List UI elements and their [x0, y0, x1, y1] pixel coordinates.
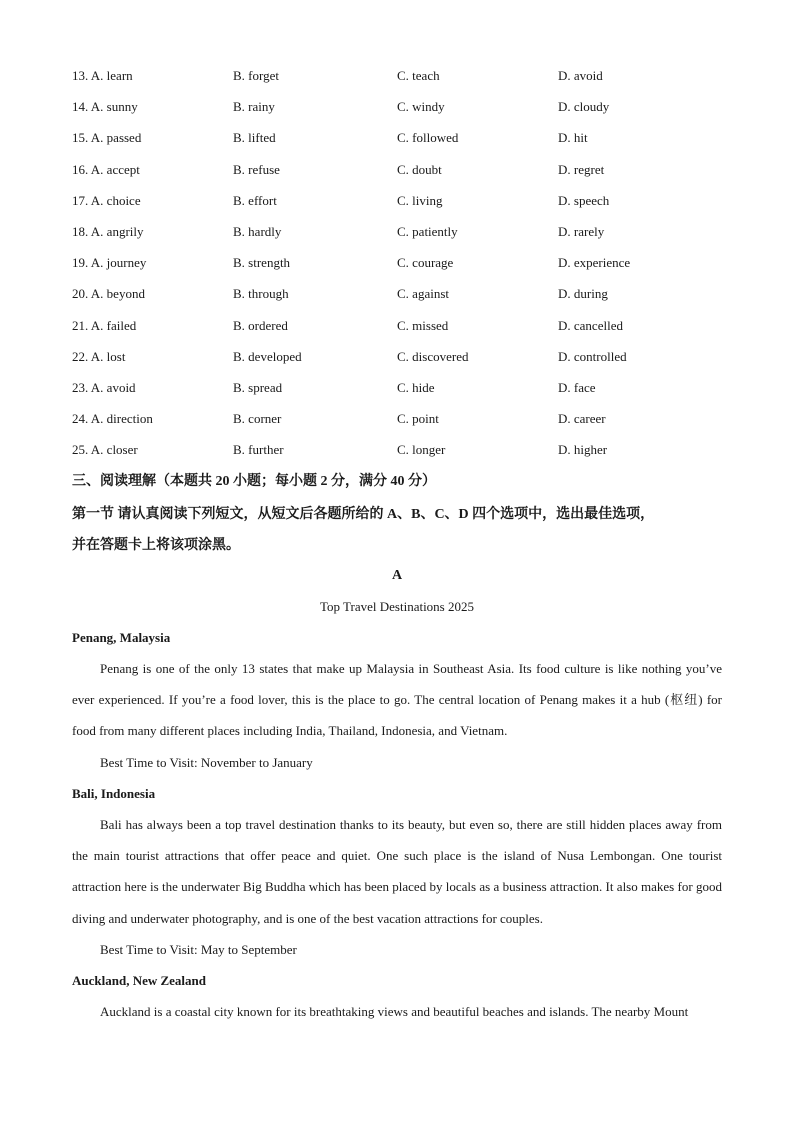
- option-d: D. controlled: [558, 348, 627, 364]
- question-row: [72, 222, 732, 242]
- option-word: learn: [106, 68, 133, 83]
- question-row: [72, 191, 732, 211]
- option-b: B. refuse: [233, 161, 280, 177]
- question-row: [72, 128, 732, 148]
- option-word: strength: [248, 255, 291, 271]
- option-word: patiently: [412, 224, 458, 239]
- option-word: followed: [412, 130, 459, 146]
- option-d: D. speech: [558, 192, 610, 208]
- option-word: sunny: [106, 99, 138, 115]
- question-row: [72, 409, 732, 429]
- option-c: C. hide: [397, 380, 435, 395]
- option-a: [72, 316, 136, 336]
- option-word: spread: [248, 380, 283, 395]
- option-b: B. through: [233, 286, 289, 302]
- question-row: [72, 97, 732, 117]
- option-d: D. cancelled: [558, 317, 623, 333]
- option-word: point: [412, 411, 439, 427]
- option-d: D. hit: [558, 130, 588, 146]
- option-word: face: [573, 380, 596, 395]
- question-number: 19. A.: [72, 255, 104, 271]
- option-word: hide: [412, 380, 435, 395]
- option-b: B. forget: [233, 68, 279, 83]
- question-number: 22. A.: [72, 348, 104, 364]
- option-a: [72, 97, 138, 117]
- option-c: C. windy: [397, 99, 445, 115]
- question-number: 20. A.: [72, 286, 104, 302]
- option-word: during: [573, 286, 608, 302]
- option-word: hardly: [248, 224, 282, 239]
- question-number: 24. A.: [72, 411, 104, 427]
- option-word: courage: [412, 255, 454, 271]
- option-word: missed: [412, 317, 449, 333]
- question-row: [72, 284, 732, 304]
- option-word: effort: [248, 192, 277, 208]
- question-row: [72, 66, 732, 86]
- instruction-line-2: 并在答题卡上将该项涂黑。: [72, 538, 240, 553]
- option-word: rainy: [248, 99, 275, 115]
- option-word: avoid: [573, 68, 603, 83]
- question-number: 18. A.: [72, 224, 104, 239]
- option-word: further: [248, 442, 284, 458]
- option-a: [72, 128, 141, 148]
- option-b: B. rainy: [233, 99, 275, 115]
- option-word: teach: [412, 68, 440, 83]
- option-word: lifted: [248, 130, 276, 146]
- option-c: C. discovered: [397, 348, 469, 364]
- question-number: 13. A.: [72, 68, 104, 83]
- option-word: living: [412, 192, 443, 208]
- question-row: [72, 347, 732, 367]
- option-word: cancelled: [573, 317, 623, 333]
- option-b: B. strength: [233, 255, 291, 271]
- option-word: choice: [106, 192, 141, 208]
- option-word: accept: [106, 161, 140, 177]
- option-a: [72, 347, 125, 367]
- option-word: speech: [573, 192, 610, 208]
- option-word: rarely: [573, 224, 605, 239]
- destination-heading: Auckland, New Zealand: [72, 973, 206, 988]
- option-word: ordered: [248, 317, 288, 333]
- option-d: D. higher: [558, 442, 608, 458]
- question-number: 21. A.: [72, 317, 104, 333]
- destination-paragraph: Penang is one of the only 13 states that make up Malaysia in Southeast Asia. Its food culture is like nothing you’ve ever experienced. If you’re a food lover, this is the place to go. The central location of Penang makes it a hub (枢纽) for food from many different places including India, Thailand, Indonesia, and Vietnam.: [72, 661, 722, 739]
- option-word: doubt: [412, 161, 442, 177]
- option-word: longer: [412, 442, 446, 458]
- option-d: D. regret: [558, 161, 605, 177]
- question-number: 15. A.: [72, 130, 104, 146]
- option-word: forget: [248, 68, 279, 83]
- option-word: failed: [106, 317, 137, 333]
- question-number: 23. A.: [72, 380, 104, 395]
- option-word: direction: [106, 411, 153, 427]
- option-a: [72, 284, 145, 304]
- best-time-text: Best Time to Visit: May to September: [100, 942, 297, 957]
- question-row: [72, 160, 732, 180]
- option-word: cloudy: [573, 99, 610, 115]
- option-b: B. spread: [233, 380, 283, 395]
- option-b: B. corner: [233, 411, 282, 427]
- option-c: C. followed: [397, 130, 459, 146]
- option-c: C. doubt: [397, 161, 442, 177]
- question-number: 17. A.: [72, 192, 104, 208]
- destination-heading: Penang, Malaysia: [72, 630, 171, 645]
- option-d: D. rarely: [558, 224, 605, 239]
- option-c: C. point: [397, 411, 439, 427]
- option-c: C. living: [397, 192, 443, 208]
- option-word: through: [248, 286, 289, 302]
- option-b: B. further: [233, 442, 284, 458]
- option-a: [72, 378, 136, 398]
- option-word: career: [573, 411, 606, 427]
- option-d: D. cloudy: [558, 99, 610, 115]
- destination-paragraph: Auckland is a coastal city known for its breathtaking views and beautiful beaches and islands. The nearby Mount: [100, 1004, 689, 1019]
- option-word: experience: [573, 255, 631, 271]
- option-word: refuse: [248, 161, 280, 177]
- option-d: D. avoid: [558, 68, 603, 83]
- option-word: avoid: [106, 380, 136, 395]
- option-c: C. missed: [397, 317, 449, 333]
- option-c: C. longer: [397, 442, 446, 458]
- option-word: corner: [248, 411, 282, 427]
- question-number: 14. A.: [72, 99, 104, 115]
- option-a: [72, 66, 133, 86]
- option-c: C. teach: [397, 68, 440, 83]
- option-c: C. against: [397, 286, 449, 302]
- destination-paragraph: Bali has always been a top travel destination thanks to its beauty, but even so, there are still hidden places away from the main tourist attractions that offer peace and quiet. One such place is the island of Nusa Lembongan. One tourist attraction here is the underwater Big Buddha which has been placed by locals as a business attraction. It also makes for good diving and underwater photography, and is one of the best vacation attractions for couples.: [72, 817, 722, 926]
- option-b: B. ordered: [233, 317, 288, 333]
- question-number: 25. A.: [72, 442, 104, 458]
- question-row: [72, 316, 732, 336]
- destination-heading: Bali, Indonesia: [72, 786, 156, 801]
- option-word: regret: [573, 161, 605, 177]
- option-word: controlled: [573, 348, 627, 364]
- question-row: [72, 440, 732, 460]
- option-b: B. effort: [233, 192, 277, 208]
- option-d: D. experience: [558, 255, 631, 271]
- option-b: B. hardly: [233, 224, 282, 239]
- option-word: beyond: [106, 286, 145, 302]
- option-word: passed: [106, 130, 142, 146]
- option-word: closer: [106, 442, 138, 458]
- option-c: C. patiently: [397, 224, 458, 239]
- option-d: D. face: [558, 380, 596, 395]
- option-a: [72, 160, 140, 180]
- option-word: hit: [573, 130, 588, 146]
- section-title: 三、阅读理解（本题共 20 小题；每小题 2 分，满分 40 分）: [72, 474, 436, 489]
- option-a: [72, 222, 144, 242]
- question-number: 16. A.: [72, 161, 104, 177]
- option-d: D. during: [558, 286, 608, 302]
- option-word: windy: [412, 99, 445, 115]
- option-a: [72, 440, 138, 460]
- option-word: discovered: [412, 348, 469, 364]
- option-word: journey: [106, 255, 147, 271]
- question-row: [72, 378, 732, 398]
- passage-label: A: [391, 568, 403, 583]
- question-row: [72, 253, 732, 273]
- option-word: angrily: [106, 224, 144, 239]
- option-a: [72, 253, 146, 273]
- option-b: B. developed: [233, 348, 302, 364]
- instruction-line-1: 第一节 请认真阅读下列短文，从短文后各题所给的 A、B、C、D 四个选项中，选出最佳选项，: [72, 507, 655, 522]
- best-time-text: Best Time to Visit: November to January: [100, 755, 313, 770]
- passage-title: Top Travel Destinations 2025: [319, 599, 474, 614]
- option-a: [72, 409, 153, 429]
- option-word: developed: [248, 348, 302, 364]
- option-word: against: [412, 286, 449, 302]
- option-c: C. courage: [397, 255, 454, 271]
- option-word: higher: [573, 442, 608, 458]
- option-word: lost: [106, 348, 126, 364]
- option-d: D. career: [558, 411, 606, 427]
- option-a: [72, 191, 141, 211]
- option-b: B. lifted: [233, 130, 276, 146]
